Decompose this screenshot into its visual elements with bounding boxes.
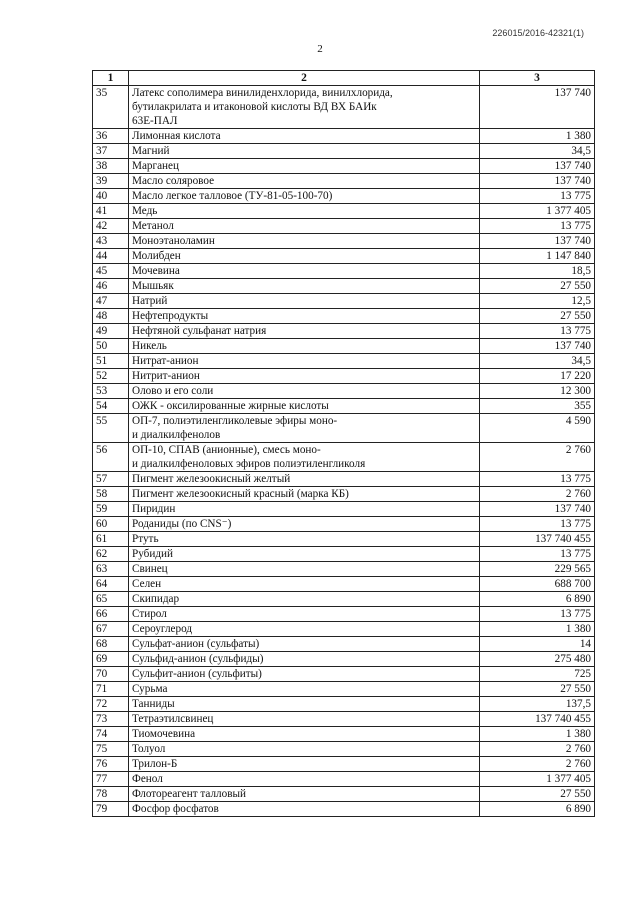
table-row [93, 324, 595, 339]
substance-value: 1 380 [480, 622, 595, 637]
row-number: 40 [93, 189, 129, 204]
substance-name-line: Фенол [132, 773, 163, 785]
substance-value: 13 775 [480, 324, 595, 339]
table-row [93, 159, 595, 174]
table-row [93, 86, 595, 129]
column-header-name: 2 [129, 71, 480, 86]
substance-name [129, 742, 480, 757]
row-number: 36 [93, 129, 129, 144]
table-row [93, 577, 595, 592]
substance-name [129, 86, 480, 129]
substance-value: 4 590 [480, 414, 595, 443]
substance-name-line: Стирол [132, 608, 167, 620]
substance-value: 13 775 [480, 472, 595, 487]
table-row [93, 144, 595, 159]
substance-value: 2 760 [480, 742, 595, 757]
table-row [93, 219, 595, 234]
substance-value: 13 775 [480, 517, 595, 532]
table-row [93, 189, 595, 204]
substance-name-line: Нитрат-анион [132, 355, 199, 367]
substance-value: 137 740 [480, 339, 595, 354]
substance-value: 137 740 [480, 159, 595, 174]
substance-name [129, 577, 480, 592]
table-row [93, 592, 595, 607]
substance-value: 13 775 [480, 219, 595, 234]
substance-name [129, 547, 480, 562]
row-number: 55 [93, 414, 129, 443]
substance-name [129, 234, 480, 249]
row-number: 65 [93, 592, 129, 607]
substance-name [129, 414, 480, 443]
substance-name [129, 712, 480, 727]
table-row [93, 264, 595, 279]
substance-name [129, 592, 480, 607]
row-number: 71 [93, 682, 129, 697]
substance-name-line: Моноэтаноламин [132, 235, 215, 247]
row-number: 46 [93, 279, 129, 294]
substance-value: 27 550 [480, 787, 595, 802]
substance-value: 725 [480, 667, 595, 682]
row-number: 69 [93, 652, 129, 667]
substance-name [129, 384, 480, 399]
table-row [93, 502, 595, 517]
table-row [93, 339, 595, 354]
row-number: 74 [93, 727, 129, 742]
substance-name-line: Сурьма [132, 683, 168, 695]
substance-name-line: бутилакрилата и итаконовой кислоты ВД ВХ БАИк [132, 101, 377, 113]
substance-name-line: Олово и его соли [132, 385, 214, 397]
substance-name-line: Сульфат-анион (сульфаты) [132, 638, 260, 650]
row-number: 70 [93, 667, 129, 682]
table-row [93, 443, 595, 472]
row-number: 56 [93, 443, 129, 472]
substance-value: 12 300 [480, 384, 595, 399]
table-row [93, 802, 595, 817]
substance-name-line: Свинец [132, 563, 168, 575]
table-row [93, 757, 595, 772]
table-row [93, 174, 595, 189]
substance-name-line: Скипидар [132, 593, 180, 605]
substance-name-line: Метанол [132, 220, 174, 232]
table-row [93, 369, 595, 384]
substance-name-line: Нитрит-анион [132, 370, 200, 382]
row-number: 72 [93, 697, 129, 712]
row-number: 68 [93, 637, 129, 652]
substance-value: 14 [480, 637, 595, 652]
substance-value: 137 740 455 [480, 532, 595, 547]
table-row [93, 234, 595, 249]
row-number: 45 [93, 264, 129, 279]
substance-value: 688 700 [480, 577, 595, 592]
substance-table [92, 70, 595, 817]
substance-value: 12,5 [480, 294, 595, 309]
table-row [93, 697, 595, 712]
substance-name-line: Медь [132, 205, 158, 217]
substance-value: 1 377 405 [480, 204, 595, 219]
row-number: 43 [93, 234, 129, 249]
substance-name [129, 727, 480, 742]
row-number: 60 [93, 517, 129, 532]
substance-name-line: Масло легкое талловое (ТУ-81-05-100-70) [132, 190, 333, 202]
substance-name-line: Флотореагент талловый [132, 788, 247, 800]
substance-name [129, 354, 480, 369]
substance-name-line: ОЖК - оксилированные жирные кислоты [132, 400, 329, 412]
row-number: 48 [93, 309, 129, 324]
row-number: 61 [93, 532, 129, 547]
substance-name-line: Пиридин [132, 503, 176, 515]
substance-name-line: и диалкилфеноловых эфиров полиэтиленгликоля [132, 458, 366, 470]
substance-value: 2 760 [480, 487, 595, 502]
substance-name [129, 399, 480, 414]
substance-name-line: Пигмент железоокисный желтый [132, 473, 291, 485]
row-number: 47 [93, 294, 129, 309]
substance-name-line: Рубидий [132, 548, 174, 560]
substance-name [129, 294, 480, 309]
substance-value: 1 380 [480, 129, 595, 144]
substance-value: 13 775 [480, 547, 595, 562]
substance-name [129, 682, 480, 697]
substance-name [129, 562, 480, 577]
substance-name-line: Фосфор фосфатов [132, 803, 219, 815]
substance-name [129, 637, 480, 652]
substance-value: 27 550 [480, 309, 595, 324]
document-id: 226015/2016-42321(1) [492, 28, 584, 38]
substance-name [129, 264, 480, 279]
substance-name [129, 309, 480, 324]
table-row [93, 279, 595, 294]
substance-name [129, 174, 480, 189]
substance-name [129, 204, 480, 219]
row-number: 62 [93, 547, 129, 562]
row-number: 52 [93, 369, 129, 384]
substance-name-line: Нефтепродукты [132, 310, 209, 322]
row-number: 49 [93, 324, 129, 339]
substance-name-line: Нефтяной сульфанат натрия [132, 325, 267, 337]
table-row [93, 787, 595, 802]
substance-name-line: Селен [132, 578, 162, 590]
substance-value: 2 760 [480, 443, 595, 472]
table-row [93, 772, 595, 787]
row-number: 66 [93, 607, 129, 622]
substance-name-line: Масло соляровое [132, 175, 215, 187]
column-header-number: 1 [93, 71, 129, 86]
row-number: 78 [93, 787, 129, 802]
row-number: 59 [93, 502, 129, 517]
table-row [93, 249, 595, 264]
row-number: 75 [93, 742, 129, 757]
substance-name-line: Латекс сополимера винилиденхлорида, винилхлорида, [132, 87, 393, 99]
substance-name [129, 279, 480, 294]
substance-name [129, 443, 480, 472]
row-number: 57 [93, 472, 129, 487]
table-row [93, 204, 595, 219]
substance-name [129, 189, 480, 204]
substance-name-line: Мочевина [132, 265, 180, 277]
substance-name [129, 487, 480, 502]
row-number: 44 [93, 249, 129, 264]
substance-value: 137 740 455 [480, 712, 595, 727]
table-row [93, 547, 595, 562]
table-row [93, 727, 595, 742]
substance-value: 17 220 [480, 369, 595, 384]
substance-name [129, 517, 480, 532]
table-row [93, 622, 595, 637]
row-number: 35 [93, 86, 129, 129]
row-number: 51 [93, 354, 129, 369]
row-number: 64 [93, 577, 129, 592]
table-row [93, 384, 595, 399]
substance-name-line: Пигмент железоокисный красный (марка КБ) [132, 488, 349, 500]
substance-name-line: Трилон-Б [132, 758, 178, 770]
substance-name-line: Молибден [132, 250, 181, 262]
substance-name-line: Сульфид-анион (сульфиды) [132, 653, 264, 665]
substance-value: 34,5 [480, 144, 595, 159]
substance-name-line: Сероуглерод [132, 623, 193, 635]
substance-value: 137,5 [480, 697, 595, 712]
substance-value: 27 550 [480, 682, 595, 697]
substance-name [129, 129, 480, 144]
row-number: 39 [93, 174, 129, 189]
substance-value: 1 380 [480, 727, 595, 742]
row-number: 53 [93, 384, 129, 399]
substance-name [129, 667, 480, 682]
table-body [93, 86, 595, 817]
table-row [93, 517, 595, 532]
substance-name-line: Сульфит-анион (сульфиты) [132, 668, 262, 680]
substance-value: 27 550 [480, 279, 595, 294]
substance-value: 13 775 [480, 607, 595, 622]
row-number: 37 [93, 144, 129, 159]
substance-value: 137 740 [480, 234, 595, 249]
substance-name [129, 219, 480, 234]
substance-value: 229 565 [480, 562, 595, 577]
table-row [93, 309, 595, 324]
substance-name-line: Тетраэтилсвинец [132, 713, 214, 725]
row-number: 38 [93, 159, 129, 174]
substance-value: 18,5 [480, 264, 595, 279]
substance-name-line: Лимонная кислота [132, 130, 221, 142]
page-number: 2 [317, 43, 323, 55]
substance-name [129, 697, 480, 712]
substance-name [129, 772, 480, 787]
column-header-value: 3 [480, 71, 595, 86]
row-number: 77 [93, 772, 129, 787]
table-row [93, 637, 595, 652]
table-row [93, 682, 595, 697]
substance-name-line: Тиомочевина [132, 728, 196, 740]
substance-name [129, 249, 480, 264]
substance-name [129, 324, 480, 339]
substance-value: 13 775 [480, 189, 595, 204]
row-number: 76 [93, 757, 129, 772]
substance-name [129, 607, 480, 622]
row-number: 79 [93, 802, 129, 817]
substance-name-line: Толуол [132, 743, 166, 755]
substance-name [129, 787, 480, 802]
row-number: 73 [93, 712, 129, 727]
table-row [93, 487, 595, 502]
substance-value: 137 740 [480, 174, 595, 189]
substance-name [129, 339, 480, 354]
table-row [93, 712, 595, 727]
substance-name [129, 502, 480, 517]
substance-value: 137 740 [480, 86, 595, 129]
row-number: 41 [93, 204, 129, 219]
substance-name-line: и диалкилфенолов [132, 429, 221, 441]
table-row [93, 742, 595, 757]
substance-name [129, 532, 480, 547]
row-number: 54 [93, 399, 129, 414]
row-number: 63 [93, 562, 129, 577]
substance-name [129, 472, 480, 487]
substance-value: 2 760 [480, 757, 595, 772]
substance-name-line: Марганец [132, 160, 180, 172]
substance-value: 6 890 [480, 802, 595, 817]
substance-name-line: Магний [132, 145, 170, 157]
substance-value: 275 480 [480, 652, 595, 667]
row-number: 58 [93, 487, 129, 502]
substance-value: 6 890 [480, 592, 595, 607]
table-row [93, 414, 595, 443]
table-row [93, 354, 595, 369]
substance-value: 355 [480, 399, 595, 414]
substance-name-line: Натрий [132, 295, 168, 307]
table-row [93, 562, 595, 577]
substance-value: 34,5 [480, 354, 595, 369]
table-row [93, 472, 595, 487]
substance-name [129, 159, 480, 174]
substance-name-line: ОП-7, полиэтиленгликолевые эфиры моно- [132, 415, 338, 427]
table-row [93, 129, 595, 144]
table-row [93, 667, 595, 682]
table-row [93, 607, 595, 622]
substance-name [129, 622, 480, 637]
table-row [93, 652, 595, 667]
substance-value: 1 377 405 [480, 772, 595, 787]
substance-name-line: Мышьяк [132, 280, 174, 292]
substance-value: 137 740 [480, 502, 595, 517]
substance-name-line: Роданиды (по CNS⁻) [132, 518, 232, 530]
table-header-row [93, 71, 595, 86]
substance-name [129, 369, 480, 384]
substance-name [129, 652, 480, 667]
row-number: 50 [93, 339, 129, 354]
table-row [93, 532, 595, 547]
substance-name-line: Танниды [132, 698, 175, 710]
substance-name-line: Ртуть [132, 533, 159, 545]
table-row [93, 294, 595, 309]
row-number: 42 [93, 219, 129, 234]
table-row [93, 399, 595, 414]
substance-name-line: 63Е-ПАЛ [132, 115, 178, 127]
substance-value: 1 147 840 [480, 249, 595, 264]
substance-name-line: Никель [132, 340, 167, 352]
substance-name [129, 757, 480, 772]
row-number: 67 [93, 622, 129, 637]
substance-name [129, 144, 480, 159]
substance-name-line: ОП-10, СПАВ (анионные), смесь моно- [132, 444, 321, 456]
substance-name [129, 802, 480, 817]
